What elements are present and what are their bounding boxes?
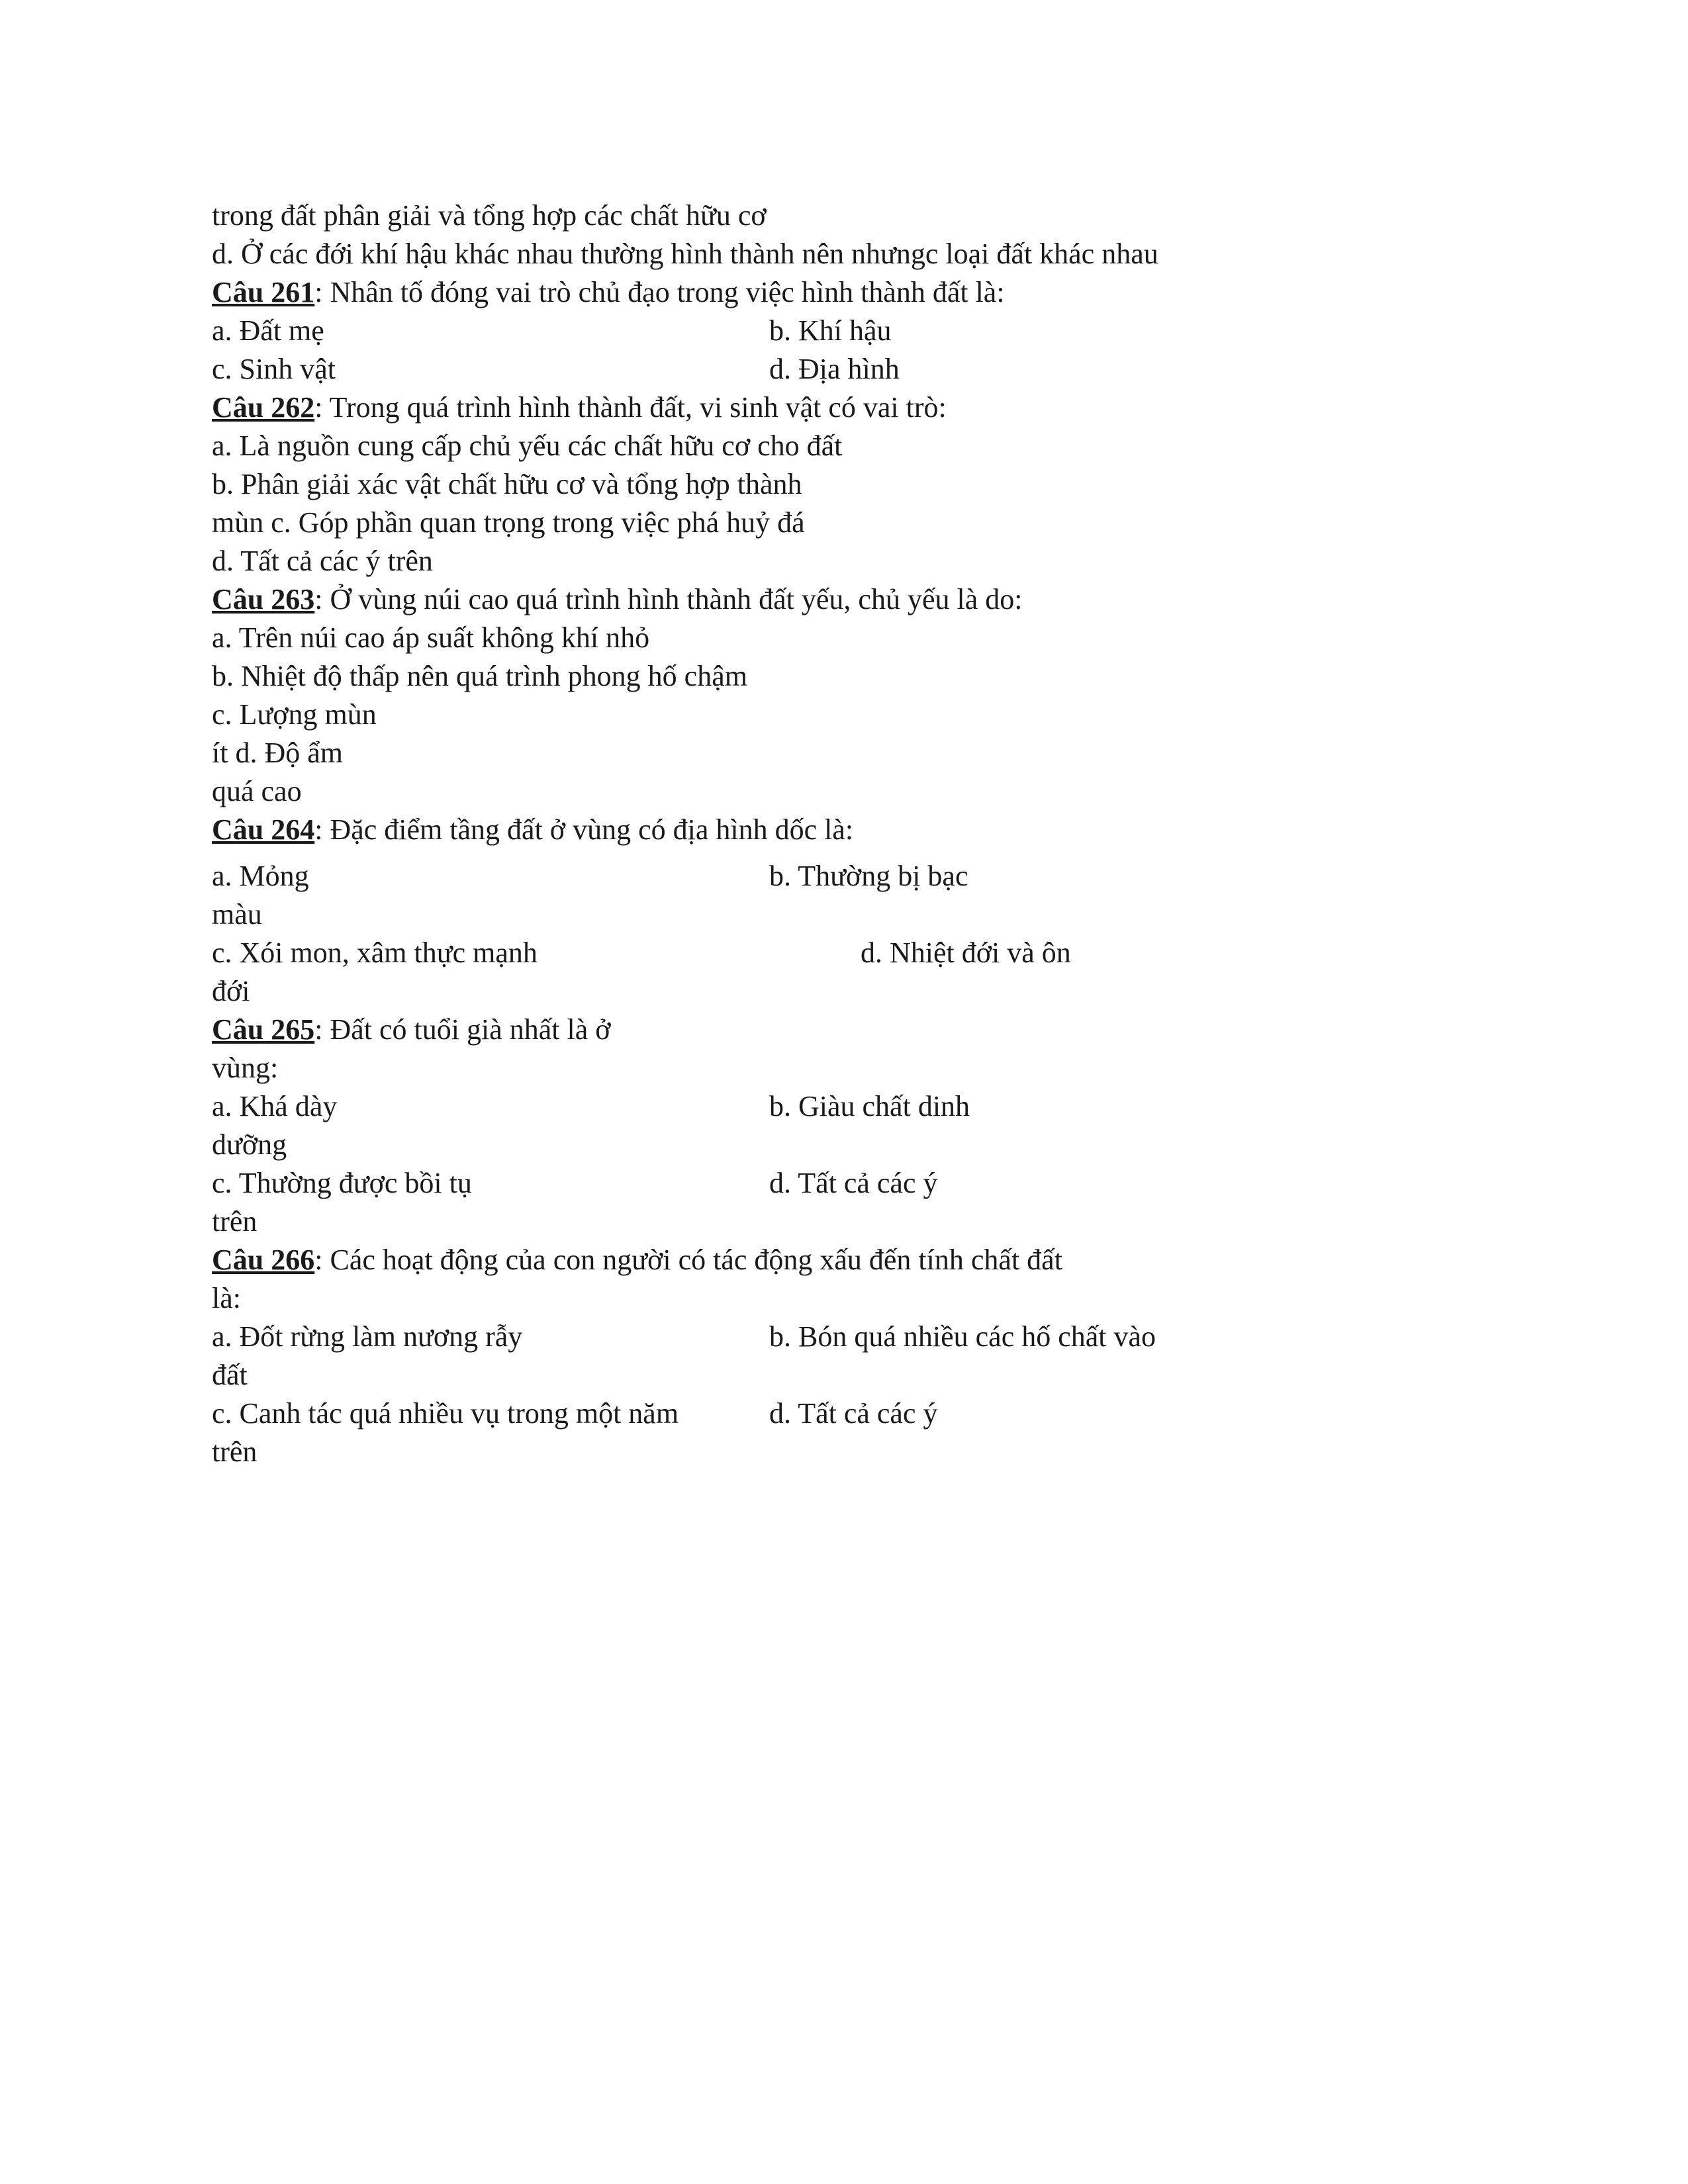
- answer-line: quá cao: [212, 775, 302, 807]
- option-d-continued: trên: [212, 1205, 258, 1238]
- question-261: [212, 275, 1005, 310]
- answer-line: a. Trên núi cao áp suất không khí nhỏ: [212, 621, 650, 654]
- question-label: Câu 261: [212, 276, 315, 308]
- answer-line: ít d. Độ ẩm: [212, 737, 343, 769]
- option-b-continued: màu: [212, 898, 262, 931]
- option-c: c. Canh tác quá nhiều vụ trong một năm: [212, 1397, 679, 1430]
- question-stem-continued: vùng:: [212, 1052, 279, 1084]
- option-d: d. Địa hình: [769, 353, 900, 385]
- intro-line-1: trong đất phân giải và tổng hợp các chất hữu cơ: [212, 199, 767, 232]
- question-label: Câu 263: [212, 583, 315, 615]
- option-a: a. Mỏng: [212, 860, 309, 892]
- option-d: d. Nhiệt đới và ôn: [861, 936, 1071, 969]
- question-label: Câu 266: [212, 1244, 315, 1276]
- option-a: a. Đất mẹ: [212, 314, 324, 347]
- option-c: c. Thường được bồi tụ: [212, 1167, 472, 1199]
- question-264: [212, 813, 853, 847]
- question-265: [212, 1013, 611, 1047]
- option-b: b. Giàu chất dinh: [769, 1090, 970, 1122]
- answer-line: d. Tất cả các ý trên: [212, 545, 433, 577]
- question-262: [212, 390, 947, 425]
- question-stem: : Ở vùng núi cao quá trình hình thành đất yếu, chủ yếu là do:: [314, 583, 1023, 615]
- answer-line: c. Lượng mùn: [212, 698, 377, 731]
- question-stem: : Trong quá trình hình thành đất, vi sinh vật có vai trò:: [314, 391, 947, 424]
- intro-line-2: d. Ở các đới khí hậu khác nhau thường hình thành nên nhưngc loại đất khác nhau: [212, 238, 1158, 270]
- question-stem: : Nhân tố đóng vai trò chủ đạo trong việc hình thành đất là:: [314, 276, 1005, 308]
- option-d-continued: đới: [212, 975, 250, 1007]
- option-b: b. Thường bị bạc: [769, 860, 968, 892]
- answer-line: b. Phân giải xác vật chất hữu cơ và tổng hợp thành: [212, 468, 802, 500]
- question-stem-continued: là:: [212, 1282, 241, 1314]
- question-stem: : Đặc điểm tầng đất ở vùng có địa hình dốc là:: [314, 813, 854, 846]
- option-b: b. Bón quá nhiều các hố chất vào: [769, 1320, 1156, 1353]
- option-d-continued: trên: [212, 1435, 258, 1468]
- option-d: d. Tất cả các ý: [769, 1167, 938, 1199]
- answer-line: b. Nhiệt độ thấp nên quá trình phong hố chậm: [212, 660, 747, 692]
- option-c: c. Sinh vật: [212, 353, 336, 385]
- option-c: c. Xói mon, xâm thực mạnh: [212, 936, 538, 969]
- question-label: Câu 262: [212, 391, 315, 424]
- question-263: [212, 582, 1022, 617]
- question-label: Câu 265: [212, 1013, 315, 1046]
- option-b-continued: dưỡng: [212, 1128, 287, 1161]
- question-stem: : Đất có tuổi già nhất là ở: [314, 1013, 611, 1046]
- question-stem: : Các hoạt động của con người có tác động xấu đến tính chất đất: [314, 1244, 1062, 1276]
- option-a: a. Khá dày: [212, 1090, 338, 1122]
- answer-line: mùn c. Góp phần quan trọng trong việc phá huỷ đá: [212, 506, 805, 539]
- question-label: Câu 264: [212, 813, 315, 846]
- option-b-continued: đất: [212, 1359, 248, 1391]
- question-266: [212, 1243, 1062, 1277]
- answer-line: a. Là nguồn cung cấp chủ yếu các chất hữu cơ cho đất: [212, 430, 843, 462]
- option-a: a. Đốt rừng làm nương rẫy: [212, 1320, 523, 1353]
- option-d: d. Tất cả các ý: [769, 1397, 938, 1430]
- option-b: b. Khí hậu: [769, 314, 892, 347]
